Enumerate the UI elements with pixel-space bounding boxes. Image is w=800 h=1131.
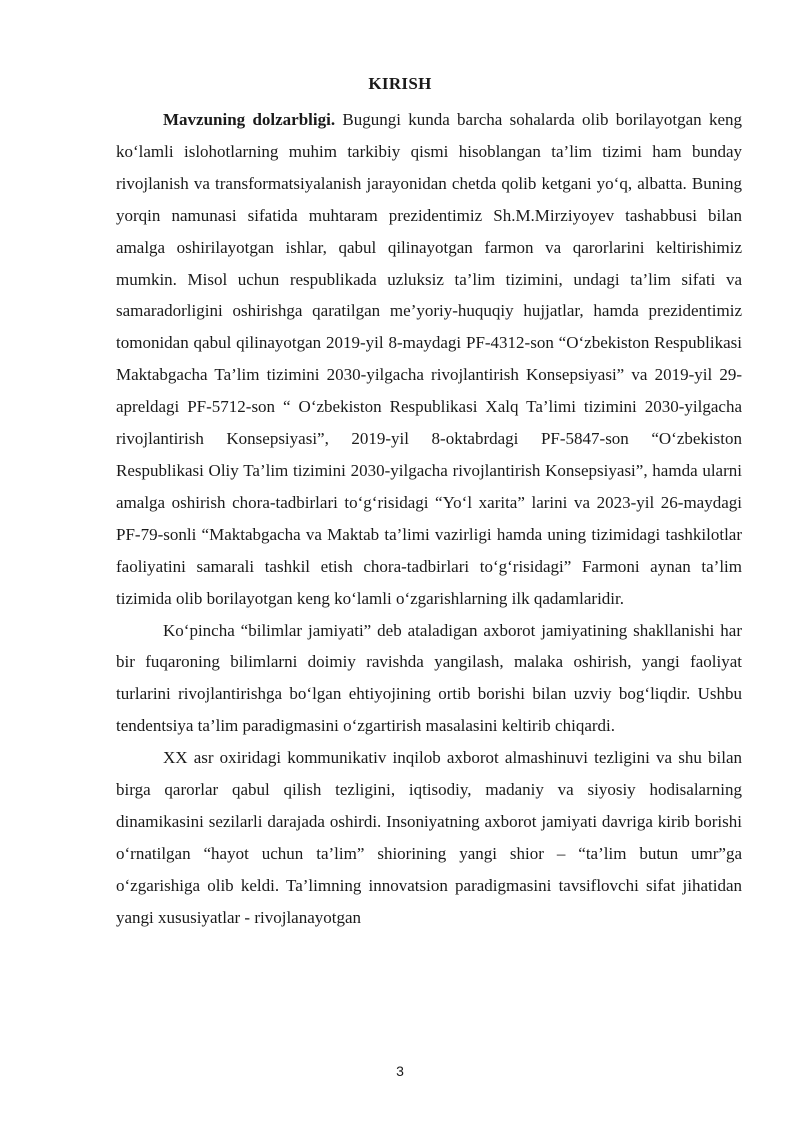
paragraph-relevance bbox=[116, 104, 742, 615]
section-title: KIRISH bbox=[368, 74, 432, 93]
page-number: 3 bbox=[396, 1063, 404, 1079]
paragraph-knowledge-society: Koʻpincha “bilimlar jamiyati” deb ataladigan axborot jamiyatining shakllanishi har bir fuqaroning bilimlarni doimiy ravishda yangilash, malaka oshirish, yangi faoliyat turlarini rivojlantirishga boʻlgan ehtiyojining ortib borishi bilan uzviy bogʻliqdir. Ushbu tendentsiya ta’lim paradigmasini oʻzgartirish masalasini keltirib chiqardi. bbox=[116, 620, 742, 736]
paragraph-communication-revolution: XX asr oxiridagi kommunikativ inqilob axborot almashinuvi tezligini va shu bilan birga qarorlar qabul qilish tezligini, iqtisodiy, madaniy va siyosiy hodisalarning dinamikasini sezilarli darajada oshirdi. Insoniyatning axborot jamiyati davriga kirib borishi oʻrnatilgan “hayot uchun ta’lim” shiorining yangi shior – “ta’lim butun umr”ga oʻzgarishiga olib keldi. Ta’limning innovatsion paradigmasini tavsiflovchi sifat jihatidan yangi xususiyatlar - rivojlanayotgan bbox=[116, 748, 742, 927]
body-text bbox=[116, 104, 742, 934]
paragraph-text: Bugungi kunda barcha sohalarda olib borilayotgan keng koʻlamli islohotlarning muhim tarkibiy qismi hisoblangan ta’lim tizimi ham bunday rivojlanish va transformatsiyalanish jarayonidan chetda qolib ketgani yoʻq, albatta. Buning yorqin namunasi sifatida muhtaram prezidentimiz Sh.M.Mirziyoyev tashabbusi bilan amalga oshirilayotgan ishlar, qabul qilinayotgan farmon va qarorlarini keltirishimiz mumkin. Misol uchun respublikada uzluksiz ta’lim tizimini, undagi ta’lim sifati va samaradorligini oshirishga qaratilgan me’yoriy-huquqiy hujjatlar, hamda prezidentimiz tomonidan qabul qilinayotgan 2019-yil 8-maydagi PF-4312-son “Oʻzbekiston Respublikasi Maktabgacha Ta’lim tizimini 2030-yilgacha rivojlantirish Konsepsiyasi” va 2019-yil 29-apreldagi PF-5712-son “ Oʻzbekiston Respublikasi Xalq Ta’limi tizimini 2030-yilgacha rivojlantirish Konsepsiyasi”, 2019-yil 8-oktabrdagi PF-5847-son “Oʻzbekiston Respublikasi Oliy Ta’lim tizimini 2030-yilgacha rivojlantirish Konsepsiyasi”, hamda ularni amalga oshirish chora-tadbirlari toʻgʻrisidagi “Yoʻl xarita” larini va 2023-yil 26-maydagi PF-79-sonli “Maktabgacha va Maktab ta’limi vazirligi hamda uning tizimidagi tashkilotlar faoliyatini samarali tashkil etish chora-tadbirlari toʻgʻrisidagi” Farmoni aynan ta’lim tizimida olib borilayotgan keng koʻlamli oʻzgarishlarning ilk qadamlaridir. bbox=[116, 110, 742, 608]
paragraph-lead: Mavzuning dolzarbligi. bbox=[163, 110, 336, 129]
